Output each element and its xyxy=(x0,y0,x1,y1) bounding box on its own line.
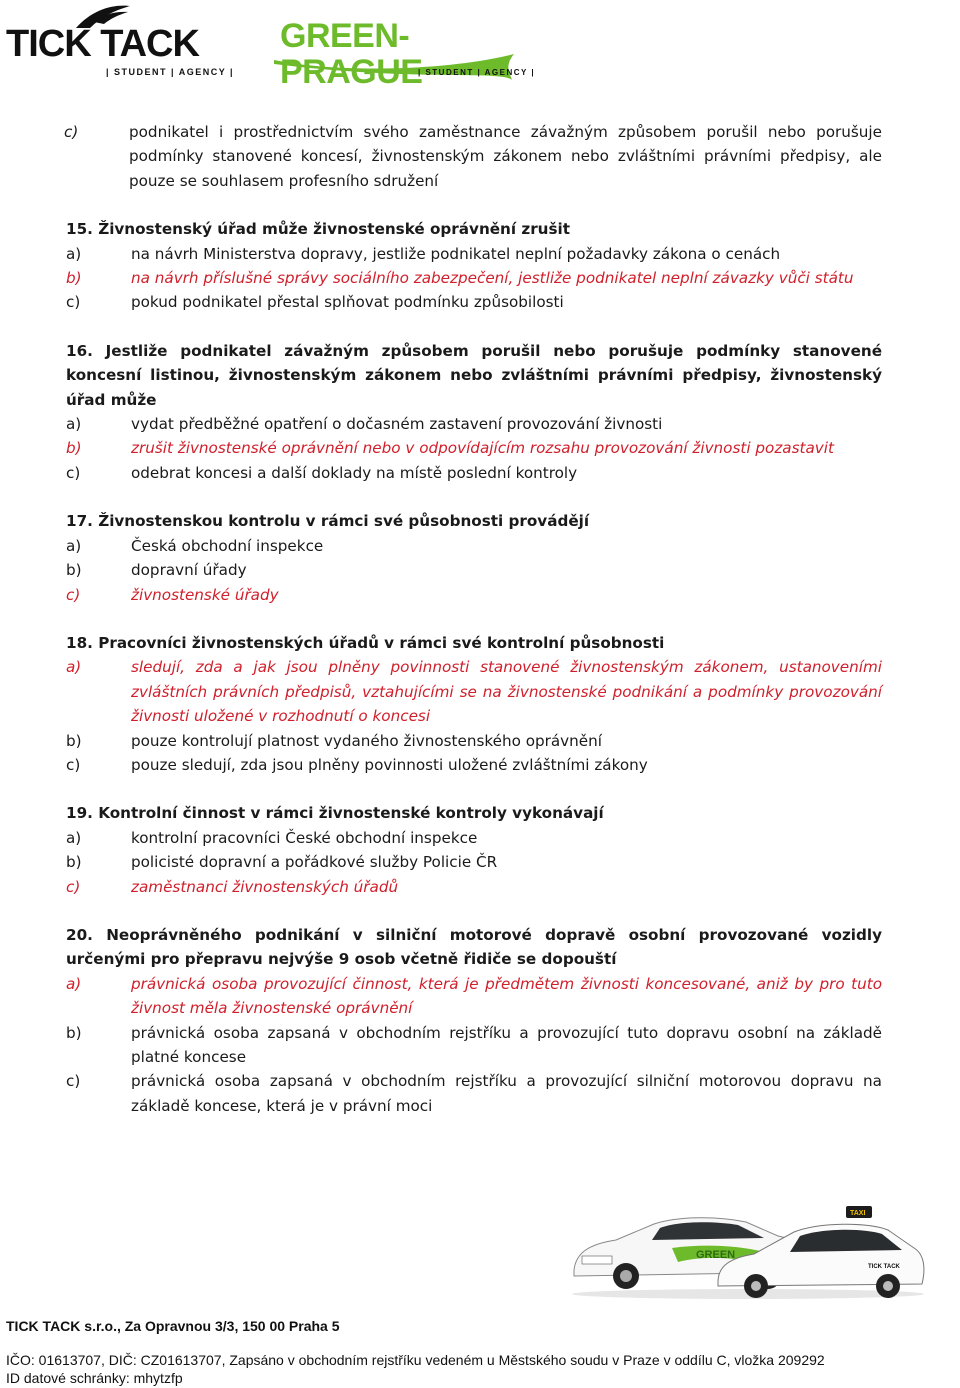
option-label: b) xyxy=(66,439,82,458)
answer-option xyxy=(66,583,882,607)
answer-option xyxy=(66,1021,882,1070)
question-list xyxy=(66,217,882,1118)
footer-databox: ID datové schránky: mhytzfp xyxy=(6,1370,183,1386)
option-label: b) xyxy=(66,853,82,872)
ticktack-subtitle: | STUDENT | AGENCY | xyxy=(106,67,235,77)
option-text: pouze kontrolují platnost vydaného živnostenského oprávnění xyxy=(131,731,602,750)
option-label: b) xyxy=(66,269,82,288)
answer-option xyxy=(66,242,882,266)
option-label: a) xyxy=(66,415,82,434)
taxi-roof-sign: TAXI xyxy=(850,1210,866,1217)
option-label: c) xyxy=(66,877,81,896)
answer-option xyxy=(66,266,882,290)
answer-option xyxy=(66,850,882,874)
option-label: a) xyxy=(66,828,82,847)
answer-option xyxy=(66,729,882,753)
answer-option xyxy=(66,753,882,777)
option-label: b) xyxy=(66,561,82,580)
answer-option xyxy=(66,655,882,728)
option-text: zrušit živnostenské oprávnění nebo v odpovídajícím rozsahu provozování živnosti pozastavit xyxy=(131,439,834,458)
option-c xyxy=(64,120,882,193)
answer-option xyxy=(66,436,882,460)
question-title: 19. Kontrolní činnost v rámci živnostenské kontroly vykonávají xyxy=(66,804,604,823)
taxi-cars-illustration xyxy=(568,1192,928,1300)
footer-registration: IČO: 01613707, DIČ: CZ01613707, Zapsáno v obchodním rejstříku vedeném u Městského soudu v Praze v oddílu C, vložka 209292 xyxy=(6,1352,825,1368)
answer-option xyxy=(66,412,882,436)
option-label: c) xyxy=(66,755,81,774)
option-label: b) xyxy=(66,731,82,750)
question-block xyxy=(66,801,882,899)
car-side-logo: TICK TACK xyxy=(868,1264,900,1270)
answer-option xyxy=(66,1069,882,1118)
ticktack-logo xyxy=(6,2,235,82)
option-label: a) xyxy=(66,658,82,677)
footer-company: TICK TACK s.r.o., Za Opravnou 3/3, 150 00 Praha 5 xyxy=(6,1318,340,1334)
page-header xyxy=(0,0,960,90)
greenprague-wordmark: GREEN-PRAGUE xyxy=(280,17,423,91)
greenprague-subtitle: | STUDENT | AGENCY | xyxy=(418,68,536,77)
option-text: na návrh Ministerstva dopravy, jestliže podnikatel neplní požadavky zákona o cenách xyxy=(131,244,781,263)
question-block xyxy=(66,339,882,485)
answer-option xyxy=(66,534,882,558)
question-title: 17. Živnostenskou kontrolu v rámci své působnosti provádějí xyxy=(66,512,590,531)
greenprague-logo xyxy=(272,8,536,91)
option-text: odebrat koncesi a další doklady na místě poslední kontroly xyxy=(131,463,578,482)
page-footer xyxy=(6,1316,946,1386)
ticktack-wordmark: TICK TACK xyxy=(6,23,199,65)
option-text: na návrh příslušné správy sociálního zabezpečení, jestliže podnikatel neplní závazky vůči státu xyxy=(131,269,854,288)
option-label: c) xyxy=(66,293,81,312)
option-text: dopravní úřady xyxy=(131,561,247,580)
option-text: vydat předběžné opatření o dočasném zastavení provozování živnosti xyxy=(131,415,663,434)
option-label: a) xyxy=(66,244,82,263)
question-title: 15. Živnostenský úřad může živnostenské oprávnění zrušit xyxy=(66,220,571,239)
question-title: 18. Pracovníci živnostenských úřadů v rámci své kontrolní působnosti xyxy=(66,633,665,652)
answer-option xyxy=(66,461,882,485)
option-text: pouze sledují, zda jsou plněny povinnosti uložené zvláštními zákony xyxy=(131,755,648,774)
question-block xyxy=(66,217,882,315)
option-text: pokud podnikatel přestal splňovat podmínku způsobilosti xyxy=(131,293,564,312)
option-text: živnostenské úřady xyxy=(131,585,279,604)
question-block xyxy=(66,923,882,1118)
option-text: Česká obchodní inspekce xyxy=(131,536,324,555)
answer-option xyxy=(66,558,882,582)
answer-option xyxy=(66,826,882,850)
question-block xyxy=(66,509,882,607)
car-door-label: GREEN xyxy=(696,1249,736,1261)
answer-option xyxy=(66,875,882,899)
option-label: c) xyxy=(64,123,79,141)
option-label: b) xyxy=(66,1023,82,1042)
answer-option xyxy=(66,290,882,314)
option-label: c) xyxy=(66,1072,81,1091)
document-body xyxy=(66,120,882,1142)
option-label: a) xyxy=(66,974,82,993)
option-label: c) xyxy=(66,463,81,482)
option-label: c) xyxy=(66,585,81,604)
option-text: sledují, zda a jak jsou plněny povinnosti stanovené živnostenským zákonem, ustanoveními zvláštních právních předpisů, vztahujícími se na živnostenské podnikání a podmínky provozování živnosti uložené v rozhodnutí o koncesi xyxy=(131,658,882,726)
option-text: podnikatel i prostřednictvím svého zaměstnance závažným způsobem porušil nebo porušuje podmínky stanovené koncesí, živnostenským zákonem nebo zvláštními právními předpisy, ale pouze se souhlasem profesního sdružení xyxy=(129,123,882,190)
answer-option xyxy=(66,972,882,1021)
option-text: zaměstnanci živnostenských úřadů xyxy=(131,877,399,896)
option-text: právnická osoba provozující činnost, která je předmětem živnosti koncesované, aniž by pro tuto živnost měla živnostenské oprávnění xyxy=(131,974,882,1018)
option-label: a) xyxy=(66,536,82,555)
question-block xyxy=(66,631,882,777)
question-title: 20. Neoprávněného podnikání v silniční motorové dopravě osobní provozované vozidly určenými pro přepravu nejvýše 9 osob včetně řidiče se dopouští xyxy=(66,925,882,969)
option-text: právnická osoba zapsaná v obchodním rejstříku a provozující tuto dopravu osobní na základě platné koncese xyxy=(131,1023,882,1066)
option-text: policisté dopravní a pořádkové služby Policie ČR xyxy=(131,853,498,872)
option-text: kontrolní pracovníci České obchodní inspekce xyxy=(131,828,478,847)
question-title: 16. Jestliže podnikatel závažným způsobem porušil nebo porušuje podmínky stanovené koncesní listinou, živnostenským zákonem nebo zvláštními právními předpisy, živnostenský úřad může xyxy=(66,341,882,409)
continued-question xyxy=(64,120,882,193)
option-text: právnická osoba zapsaná v obchodním rejstříku a provozující silniční motorovou dopravu na základě koncese, která je v právní moci xyxy=(131,1072,882,1115)
